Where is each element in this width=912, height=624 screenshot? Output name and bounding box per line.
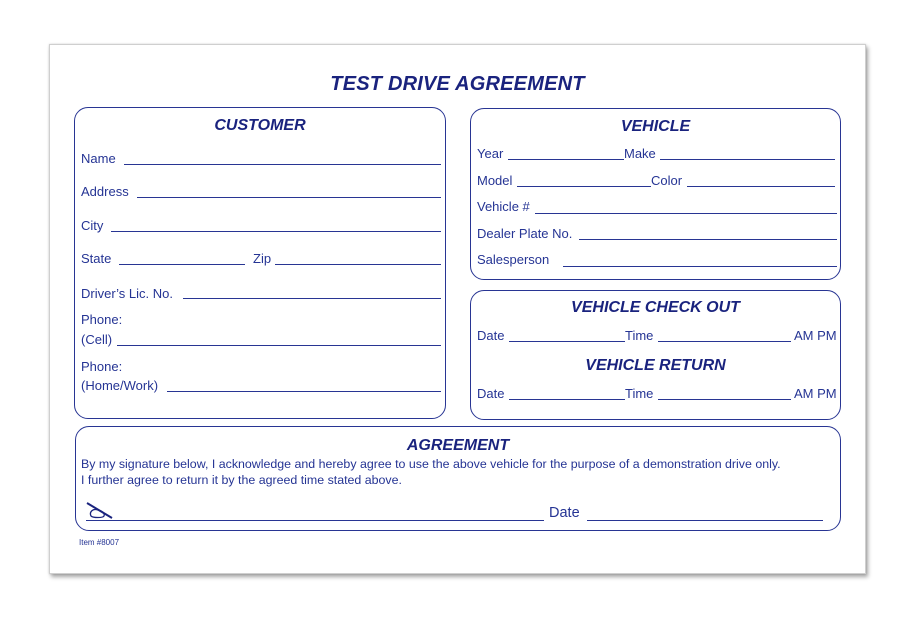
zip-label: Zip bbox=[253, 251, 272, 266]
vehicle-heading: VEHICLE bbox=[620, 118, 691, 135]
name-label: Name bbox=[81, 151, 116, 166]
model-field[interactable] bbox=[517, 186, 651, 187]
address-label: Address bbox=[81, 184, 129, 199]
checkout-time-label: Time bbox=[625, 328, 654, 343]
signature-pen-icon bbox=[85, 501, 115, 521]
checkout-heading: VEHICLE CHECK OUT bbox=[571, 299, 740, 316]
phone-home-work-label: Phone: bbox=[81, 359, 123, 374]
checkout-date-label: Date bbox=[477, 328, 505, 343]
city-field[interactable] bbox=[111, 231, 441, 232]
return-date-label: Date bbox=[477, 386, 505, 401]
phone-cell-label: Phone: bbox=[81, 312, 123, 327]
agreement-heading: AGREEMENT bbox=[406, 437, 510, 454]
form-sheet bbox=[49, 44, 866, 574]
customer-heading: CUSTOMER bbox=[214, 117, 306, 134]
return-heading: VEHICLE RETURN bbox=[585, 357, 726, 374]
phone-cell-field[interactable] bbox=[117, 345, 441, 346]
color-label: Color bbox=[651, 173, 683, 188]
city-label: City bbox=[81, 218, 104, 233]
agreement-section bbox=[75, 426, 841, 531]
checkout-date-field[interactable] bbox=[509, 341, 625, 342]
phone-home-work-field[interactable] bbox=[167, 391, 441, 392]
year-field[interactable] bbox=[508, 159, 624, 160]
customer-section bbox=[74, 107, 446, 419]
agreement-date-label: Date bbox=[549, 505, 580, 521]
checkout-ampm[interactable]: AM PM bbox=[794, 328, 837, 343]
drivers-lic-label: Driver’s Lic. No. bbox=[81, 286, 173, 301]
salesperson-label: Salesperson bbox=[477, 252, 550, 267]
state-label: State bbox=[81, 251, 112, 266]
color-field[interactable] bbox=[687, 186, 835, 187]
item-number: Item #8007 bbox=[79, 538, 120, 547]
name-field[interactable] bbox=[124, 164, 441, 165]
zip-field[interactable] bbox=[275, 264, 441, 265]
dealer-plate-label: Dealer Plate No. bbox=[477, 226, 573, 241]
checkout-return-section bbox=[470, 290, 841, 420]
state-field[interactable] bbox=[119, 264, 245, 265]
vehicle-number-field[interactable] bbox=[535, 213, 837, 214]
signature-field[interactable] bbox=[86, 520, 544, 521]
return-date-field[interactable] bbox=[509, 399, 625, 400]
dealer-plate-field[interactable] bbox=[579, 239, 837, 240]
model-label: Model bbox=[477, 173, 513, 188]
phone-home-work-sublabel: (Home/Work) bbox=[81, 378, 159, 393]
return-time-label: Time bbox=[625, 386, 654, 401]
return-time-field[interactable] bbox=[658, 399, 791, 400]
salesperson-field[interactable] bbox=[563, 266, 837, 267]
agreement-text-line2: I further agree to return it by the agreed time stated above. bbox=[81, 473, 402, 487]
agreement-text-line1: By my signature below, I acknowledge and hereby agree to use the above vehicle for the purpose of a demonstration drive only. bbox=[81, 457, 781, 471]
year-label: Year bbox=[477, 146, 504, 161]
checkout-time-field[interactable] bbox=[658, 341, 791, 342]
phone-cell-sublabel: (Cell) bbox=[81, 332, 113, 347]
vehicle-number-label: Vehicle # bbox=[477, 199, 530, 214]
vehicle-section bbox=[470, 108, 841, 280]
address-field[interactable] bbox=[137, 197, 441, 198]
return-ampm[interactable]: AM PM bbox=[794, 386, 837, 401]
make-label: Make bbox=[624, 146, 656, 161]
drivers-lic-field[interactable] bbox=[183, 298, 441, 299]
agreement-date-field[interactable] bbox=[587, 520, 823, 521]
make-field[interactable] bbox=[660, 159, 835, 160]
form-title: TEST DRIVE AGREEMENT bbox=[330, 73, 585, 95]
